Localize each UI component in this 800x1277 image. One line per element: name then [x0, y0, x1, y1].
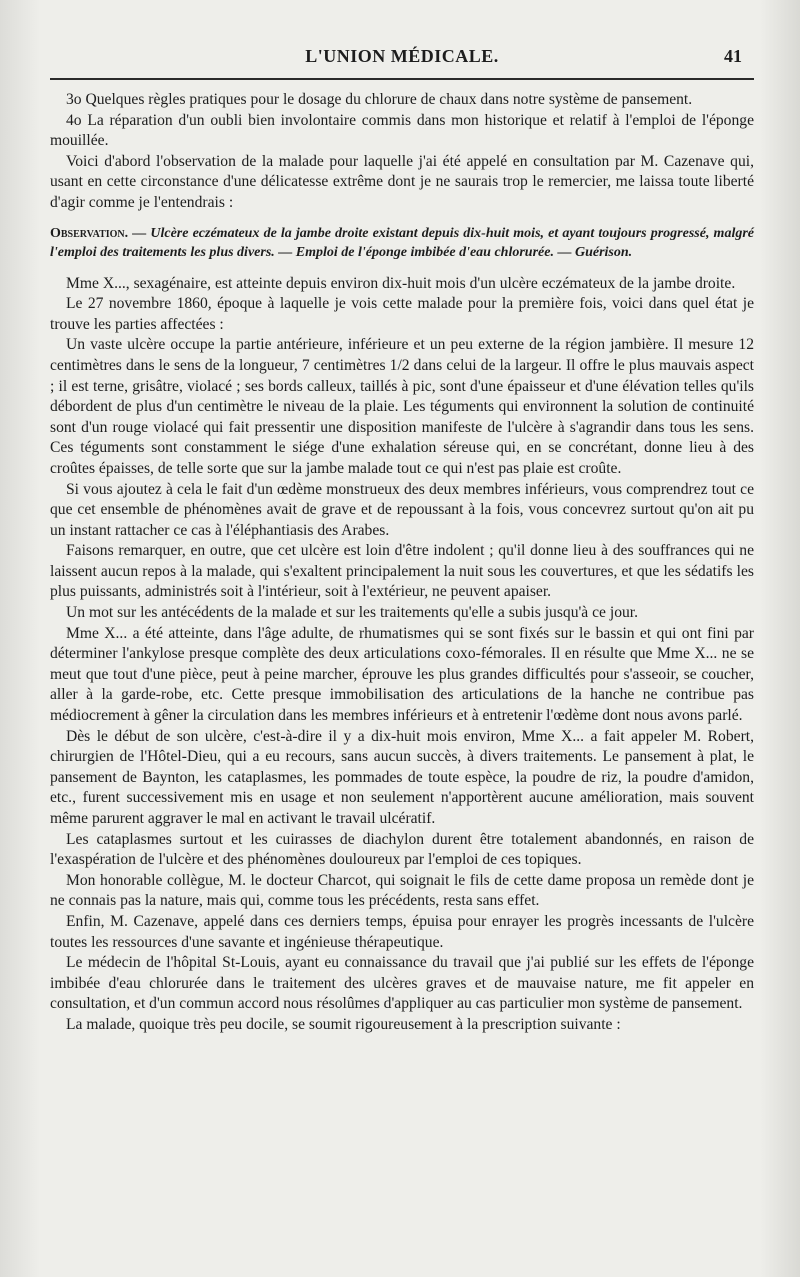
body-paragraph: Mme X... a été atteinte, dans l'âge adulte, de rhumatismes qui se sont fixés sur le bassin et qui ont fini par déterminer l'ankylose presque complète des deux articulations coxo-fémorales. Il en résulte que Mme X... ne se meut que tout d'une pièce, peut à peine marcher, éprouve les plus grandes difficultés pour s'asseoir, se coucher, aller à la garde-robe, etc. Cette presque immobilisation des articulations de la hanche ne contribue pas médiocrement à gêner la circulation dans les membres inférieurs et à entretenir l'œdème dont nous avons parlé. [50, 624, 754, 725]
observation-label: Observation. [50, 225, 129, 241]
body-paragraph: La malade, quoique très peu docile, se soumit rigoureusement à la prescription suivante : [66, 1015, 621, 1033]
body-paragraph: Un mot sur les antécédents de la malade et sur les traitements qu'elle a subis jusqu'à ce jour. [66, 604, 639, 622]
observation-title: — Ulcère eczémateux de la jambe droite existant depuis dix-huit mois, et ayant toujours progressé, malgré l'emploi des traitements les plus divers. — Emploi de l'éponge imbibée d'eau chlorurée. — Guérison. [50, 225, 754, 260]
body-paragraph: Le médecin de l'hôpital St-Louis, ayant eu connaissance du travail que j'ai publié sur les effets de l'éponge imbibée d'eau chlorurée dans le traitement des ulcères graves et de mauvaise nature, me fit appeler en consultation, et d'un commun accord nous résolûmes d'appliquer au cas particulier mon système de pansement. [50, 954, 754, 1013]
body-paragraph: Un vaste ulcère occupe la partie antérieure, inférieure et un peu externe de la région jambière. Il mesure 12 centimètres dans le sens de la longueur, 7 centimètres 1/2 dans celui de la largeur. Il offre le plus mauvais aspect ; il est terne, grisâtre, violacé ; ses bords calleux, taillés à pic, sont d'une épaisseur et d'une élévation telles qu'ils débordent de plus d'un centimètre le niveau de la plaie. Les téguments qui environnent la solution de continuité sont d'un rouge violacé qui fait pressentir une disposition manifeste de l'ulcère à s'agrandir dans tous les sens. Ces téguments sont constamment le siége d'une exhalation séreuse qui, en se concrétant, donne lieu à des croûtes épaisses, de telle sorte que sur la jambe malade tout ce qui n'est pas plaie est croûte. [50, 336, 754, 477]
intro-paragraph: Voici d'abord l'observation de la malade pour laquelle j'ai été appelé en consultation par M. Cazenave qui, usant en cette circonstance d'une délicatesse extrême dont je ne saurais trop le remercier, me laissa toute liberté d'agir comme je l'entendrais : [50, 152, 754, 211]
body-paragraph: Si vous ajoutez à cela le fait d'un œdème monstrueux des deux membres inférieurs, vous comprendrez tout ce que cet ensemble de phénomènes avait de grave et de repoussant à la fois, vous concevrez surtout qu'on ait pu un instant rattacher ce cas à l'éléphantiasis des Arabes. [50, 480, 754, 539]
body-paragraph: Le 27 novembre 1860, époque à laquelle je vois cette malade pour la première fois, voici dans quel état je trouve les parties affectées : [50, 295, 754, 333]
body-paragraph: Mon honorable collègue, M. le docteur Charcot, qui soignait le fils de cette dame proposa un remède dont je ne connais pas la nature, mais qui, comme tous les précédents, resta sans effet. [50, 871, 754, 910]
journal-title: L'UNION MÉDICALE. [305, 46, 499, 66]
header-rule [50, 78, 754, 80]
page-number: 41 [724, 46, 742, 66]
observation-heading [50, 224, 754, 262]
body-paragraph: Les cataplasmes surtout et les cuirasses de diachylon durent être totalement abandonnés, en raison de l'exaspération de l'ulcère et des phénomènes douloureux par l'emploi de ces topiques. [50, 830, 754, 869]
running-header [50, 44, 754, 74]
intro-paragraph: 4o La réparation d'un oubli bien involontaire commis dans mon historique et relatif à l'emploi de l'éponge mouillée. [50, 111, 754, 150]
body-paragraph: Mme X..., sexagénaire, est atteinte depuis environ dix-huit mois d'un ulcère eczémateux de la jambe droite. [66, 274, 736, 292]
body-paragraph: Dès le début de son ulcère, c'est-à-dire il y a dix-huit mois environ, Mme X... a fait appeler M. Robert, chirurgien de l'Hôtel-Dieu, qui a eu recours, sans aucun succès, à divers traitements. Le pansement à plat, le pansement de Baynton, les cataplasmes, les pommades de toute espèce, la poudre de riz, la poudre d'amidon, etc., furent successivement mis en usage et non seulement n'apportèrent aucune amélioration, mais souvent même parurent aggraver le mal en activant le travail ulcératif. [50, 727, 754, 827]
intro-paragraph: 3o Quelques règles pratiques pour le dosage du chlorure de chaux dans notre système de pansement. [66, 91, 693, 108]
body-paragraph: Enfin, M. Cazenave, appelé dans ces derniers temps, épuisa pour enrayer les progrès incessants de l'ulcère toutes les ressources d'une savante et ingénieuse thérapeutique. [50, 912, 754, 951]
body-paragraph: Faisons remarquer, en outre, que cet ulcère est loin d'être indolent ; qu'il donne lieu à des souffrances qui ne laissent aucun repos à la malade, qui s'exaltent principalement la nuit sous les couvertures, et que les sédatifs les plus puissants, administrés soit à l'intérieur, soit à l'extérieur, ne peuvent apaiser. [50, 542, 754, 601]
